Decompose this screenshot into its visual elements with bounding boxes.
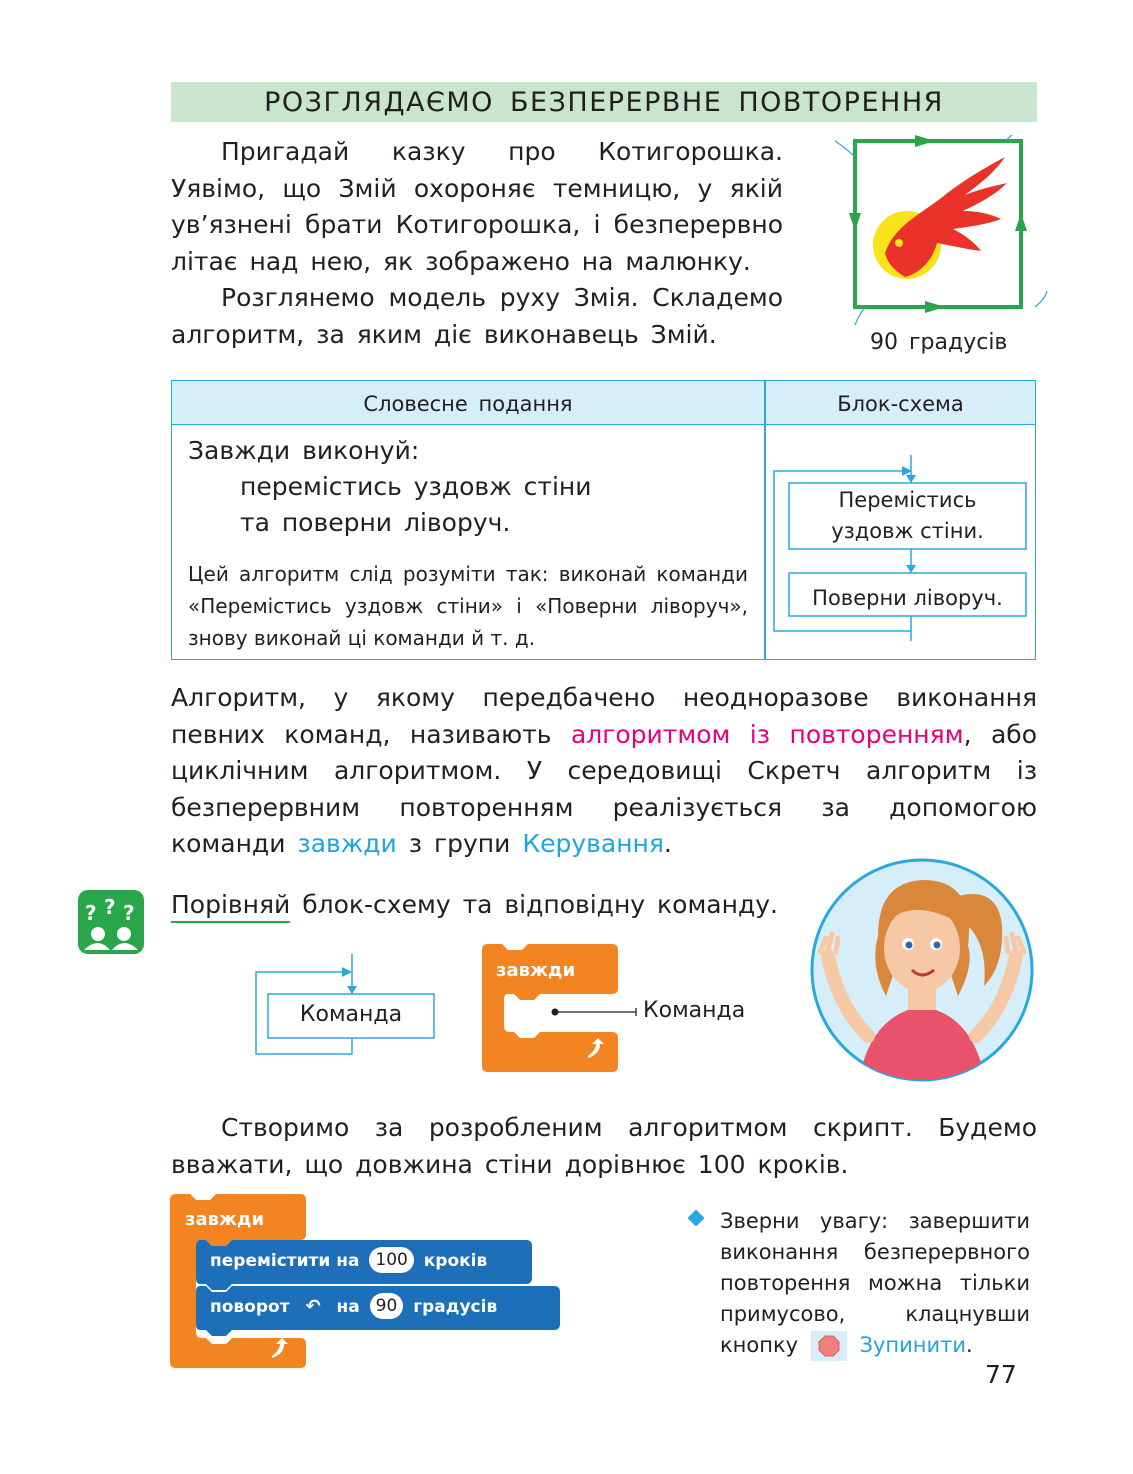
small-down-arrow-icon — [347, 986, 357, 994]
algorithm-explanation: Цей алгоритм слід розуміти так: виконай команди «Перемістись уздовж стіни» і «Поверни ліворуч», знову виконай ці команди й т. д. — [188, 562, 748, 650]
intro-paragraph-1: Пригадай казку про Котигорошка. Уявімо, що Змій охороняє темницю, у якій ув’язнені брати Котигорошка, і безперервно літає над нею, як зображено на малюнку. — [171, 137, 783, 276]
definition-term: алгоритмом із повторенням — [570, 719, 964, 749]
definition-text-2: , або циклічним алгоритмом. У середовищі Скретч алгоритм із безперервним повторенням реалізується за допомогою команди — [171, 719, 1037, 858]
move-steps-input[interactable]: 100 — [369, 1247, 413, 1273]
rotate-left-icon: ↶ — [305, 1296, 321, 1317]
dragon-icon — [873, 157, 1007, 279]
forever-block-label: завжди — [496, 960, 576, 981]
intro-text — [171, 134, 783, 353]
note-bullet-icon — [688, 1210, 705, 1227]
angle-arc-bottom-right — [1035, 291, 1047, 307]
move-block-prefix: перемістити на — [210, 1251, 360, 1271]
compare-rest: блок-схему та відповідну команду. — [290, 890, 778, 919]
algorithm-table — [171, 380, 1036, 660]
turn-block[interactable] — [210, 1294, 497, 1320]
discussion-icon — [78, 890, 144, 954]
angle-arc-top-left — [835, 141, 855, 157]
move-block[interactable] — [210, 1248, 487, 1274]
pointer-line — [550, 1006, 640, 1018]
verbal-line-3: та поверни ліворуч. — [240, 508, 511, 537]
definition-group: Керування — [522, 829, 664, 858]
table-header-flowchart: Блок-схема — [837, 392, 964, 416]
arrow-right-icon — [1015, 213, 1027, 231]
angle-label: 90 градусів — [870, 330, 1008, 355]
page-number: 77 — [985, 1360, 1017, 1389]
stop-label: Зупинити — [859, 1333, 967, 1357]
small-flow-box-label: Команда — [299, 1002, 403, 1027]
flow-box-move-line-2: уздовж стіни. — [831, 519, 984, 543]
compare-instruction — [171, 890, 778, 919]
small-loop-arrow-icon — [342, 967, 352, 977]
move-block-suffix: кроків — [423, 1251, 488, 1271]
arrow-left-icon — [849, 213, 861, 231]
section-title: РОЗГЛЯДАЄМО БЕЗПЕРЕРВНЕ ПОВТОРЕННЯ — [171, 82, 1037, 122]
definition-text-3: з групи — [396, 829, 523, 858]
arrow-top-icon — [915, 135, 935, 147]
girl-illustration — [808, 856, 1036, 1084]
definition-text-1: Алгоритм, у якому передбачено неодноразове виконання певних команд, називають — [171, 683, 1037, 749]
definition-command: завжди — [297, 829, 397, 858]
table-column-divider — [764, 381, 766, 659]
compare-word: Порівняй — [171, 890, 290, 923]
turn-degrees-input[interactable]: 90 — [370, 1293, 404, 1319]
turn-block-prefix: поворот — [210, 1297, 290, 1317]
verbal-line-2: перемістись уздовж стіни — [240, 472, 592, 501]
svg-text:?: ? — [104, 895, 116, 919]
dragon-path-figure — [825, 135, 1065, 335]
stop-button[interactable] — [811, 1331, 847, 1361]
note-end: . — [966, 1333, 973, 1357]
definition-paragraph — [171, 680, 1037, 863]
turn-block-mid: на — [336, 1297, 360, 1317]
intro-paragraph-2: Розглянемо модель руху Змія. Складемо алгоритм, за яким діє виконавець Змій. — [171, 283, 783, 349]
flow-box-move-line-1: Перемістись — [838, 488, 977, 512]
script-forever-label[interactable]: завжди — [185, 1209, 265, 1230]
arrow-bottom-icon — [925, 301, 945, 313]
table-header-verbal: Словесне подання — [363, 392, 573, 416]
svg-text:?: ? — [85, 901, 97, 925]
angle-arc-bottom-left — [855, 307, 865, 325]
svg-text:?: ? — [123, 901, 135, 925]
note-body: Зверни увагу: завершити виконання безперервного повторення можна тільки примусово, клацнувши кнопку — [720, 1209, 1030, 1357]
flow-box-move-label — [789, 485, 1026, 547]
note-text — [720, 1206, 1030, 1361]
turn-block-suffix: градусів — [413, 1297, 498, 1317]
script-intro-text: Створимо за розробленим алгоритмом скрипт. Будемо вважати, що довжина стіни дорівнює 100 кроків. — [171, 1113, 1037, 1179]
flow-box-turn-label: Поверни ліворуч. — [812, 586, 1003, 610]
verbal-algorithm — [188, 433, 748, 541]
definition-text-4: . — [663, 829, 672, 858]
script-intro-paragraph — [171, 1110, 1037, 1183]
verbal-line-1: Завжди виконуй: — [188, 436, 420, 465]
down-arrow-icon-2 — [906, 565, 916, 573]
stop-sign-icon — [818, 1335, 840, 1357]
down-arrow-icon-1 — [906, 475, 916, 483]
pointer-label: Команда — [643, 998, 746, 1023]
table-header-row — [172, 381, 1035, 425]
